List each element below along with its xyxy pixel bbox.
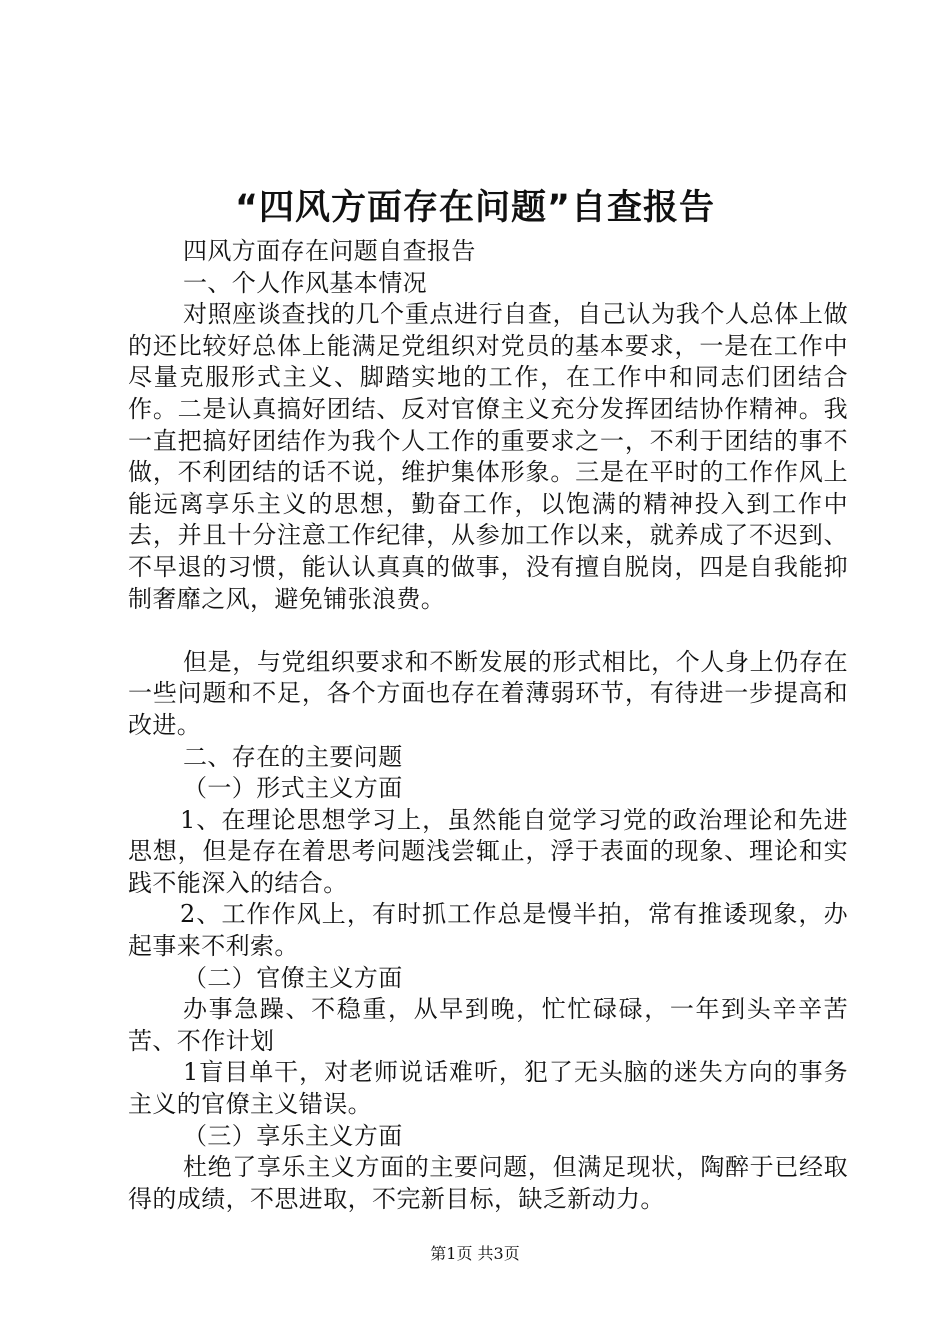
paragraph-formalism-1: 1、在理论思想学习上，虽然能自觉学习党的政治理论和先进思想，但是存在着思考问题浅尝辄止，浮于表面的现象、理论和实践不能深入的结合。 xyxy=(128,805,848,897)
paragraph-shortcomings: 但是，与党组织要求和不断发展的形式相比，个人身上仍存在一些问题和不足，各个方面也存在着薄弱环节，有待进一步提高和改进。 xyxy=(128,647,848,739)
paragraph-hedonism: 杜绝了享乐主义方面的主要问题，但满足现状，陶醉于已经取得的成绩，不思进取，不完新目标，缺乏新动力。 xyxy=(128,1153,848,1213)
document-title: “四风方面存在问题”自查报告 xyxy=(234,188,715,228)
paragraph-gap xyxy=(128,615,848,647)
paragraph-self-check: 对照座谈查找的几个重点进行自查，自己认为我个人总体上做的还比较好总体上能满足党组织对党员的基本要求，一是在工作中尽量克服形式主义、脚踏实地的工作，在工作中和同志们团结合作。二是认真搞好团结、反对官僚主义充分发挥团结协作精神。我一直把搞好团结作为我个人工作的重要求之一，不利于团结的事不做，不利团结的话不说，维护集体形象。三是在平时的工作作风上能远离享乐主义的思想，勤奋工作，以饱满的精神投入到工作中去，并且十分注意工作纪律，从参加工作以来，就养成了不迟到、不早退的习惯，能认认真真的做事，没有擅自脱岗，四是自我能抑制奢靡之风，避免铺张浪费。 xyxy=(128,300,848,613)
paragraph-bureaucracy-2: 1盲目单干，对老师说话难听，犯了无头脑的迷失方向的事务主义的官僚主义错误。 xyxy=(128,1058,848,1119)
paragraph-bureaucracy-1: 办事急躁、不稳重，从早到晚，忙忙碌碌，一年到头辛辛苦苦、不作计划 xyxy=(128,995,848,1055)
paragraph-subtitle: 四风方面存在问题自查报告 xyxy=(183,237,476,265)
document-body xyxy=(128,236,848,1215)
subsection-heading-bureaucracy: （二）官僚主义方面 xyxy=(183,963,403,992)
subsection-heading-hedonism: （三）享乐主义方面 xyxy=(183,1121,403,1150)
paragraph-formalism-2: 2、工作作风上，有时抓工作总是慢半拍，常有推诿现象，办起事来不利索。 xyxy=(128,900,848,961)
section-heading-1: 一、个人作风基本情况 xyxy=(183,268,427,297)
section-heading-2: 二、存在的主要问题 xyxy=(183,742,403,771)
subsection-heading-formalism: （一）形式主义方面 xyxy=(183,774,403,803)
page-footer: 第1页 共3页 xyxy=(430,1244,520,1263)
